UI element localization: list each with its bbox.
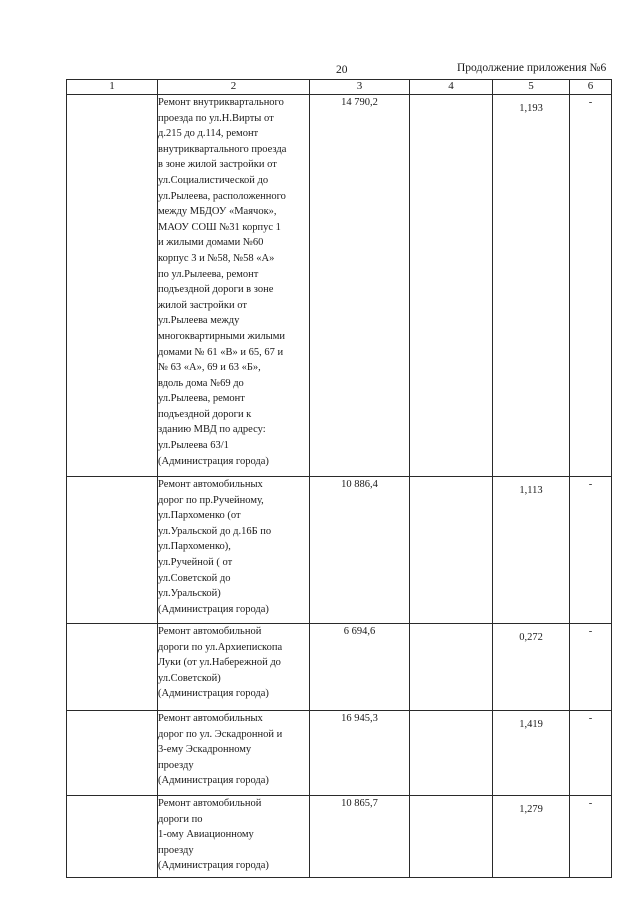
row-description: Ремонт автомобильной дороги по 1-ому Авиационному проезду (Администрация города) [158,798,269,872]
row-description: Ремонт автомобильных дорог по пр.Ручейному, ул.Пархоменко (от ул.Уральской до д.16Б по ул.Пархоменко), ул.Ручейной ( от ул.Советской до ул.Уральской) (Администрация города) [158,479,272,615]
row-description-cell [158,711,310,796]
continuation-label: Продолжение приложения №6 [457,62,607,74]
row-col5-cell: 1,419 [493,711,570,796]
row-description: Ремонт внутриквартального проезда по ул.Н.Вирты от д.215 до д.114, ремонт внутриквартального проезда в зоне жилой застройки от ул.Социалистической до ул.Рылеева, расположенного между МБДОУ «Маячок», МАОУ СОШ №31 корпус 1 и жилыми домами №60 корпус 3 и №58, №58 «А» по ул.Рылеева, ремонт подъездной дороги в зоне жилой застройки от ул.Рылеева между многоквартирными жилыми домами № 61 «В» и 65, 67 и № 63 «А», 69 и 63 «Б», вдоль дома №69 до ул.Рылеева, ремонт подъездной дороги к зданию МВД по адресу: ул.Рылеева 63/1 (Администрация города) [158,97,287,467]
row-col6-cell: - [570,711,612,796]
row-col4-cell [410,711,493,796]
row-description-cell [158,624,310,711]
row-col5-cell: 1,113 [493,477,570,624]
column-header: 1 [67,80,158,95]
table-header-row [67,80,612,95]
appendix-table [66,79,612,878]
row-col1-cell [67,711,158,796]
row-col6-cell: - [570,796,612,878]
table-row [67,796,612,878]
row-description: Ремонт автомобильных дорог по ул. Эскадронной и 3-ему Эскадронному проезду (Администрация города) [158,713,283,787]
row-description-cell [158,477,310,624]
row-col5-cell: 1,193 [493,95,570,477]
row-col4-cell [410,477,493,624]
column-header: 4 [410,80,493,95]
page-number: 20 [336,64,348,76]
row-col1-cell [67,95,158,477]
row-col4-cell [410,95,493,477]
row-col5-cell: 1,279 [493,796,570,878]
row-amount-cell: 16 945,3 [310,711,410,796]
column-header: 2 [158,80,310,95]
table-row [67,95,612,477]
row-amount-cell: 6 694,6 [310,624,410,711]
row-col6-cell: - [570,477,612,624]
table-row [67,711,612,796]
column-header: 6 [570,80,612,95]
row-description-cell [158,95,310,477]
row-description-cell [158,796,310,878]
column-header: 3 [310,80,410,95]
row-col5-cell: 0,272 [493,624,570,711]
column-header: 5 [493,80,570,95]
table-row [67,624,612,711]
row-col6-cell: - [570,95,612,477]
row-col1-cell [67,477,158,624]
row-amount-cell: 10 865,7 [310,796,410,878]
row-col4-cell [410,624,493,711]
table-row [67,477,612,624]
row-col1-cell [67,624,158,711]
row-col6-cell: - [570,624,612,711]
row-amount-cell: 10 886,4 [310,477,410,624]
row-description: Ремонт автомобильной дороги по ул.Архиепископа Луки (от ул.Набережной до ул.Советской) (Администрация города) [158,626,283,700]
row-amount-cell: 14 790,2 [310,95,410,477]
row-col4-cell [410,796,493,878]
row-col1-cell [67,796,158,878]
